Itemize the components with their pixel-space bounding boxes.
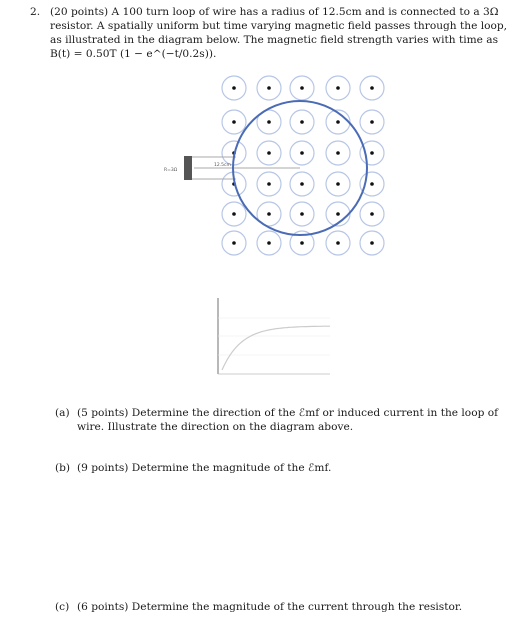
statement-line-1: (20 points) A 100 turn loop of wire has a radius of 12.5cm and is connected to a 3Ω (50, 6, 499, 18)
field-dot (232, 212, 236, 216)
field-dot (300, 212, 304, 216)
field-dot (300, 86, 304, 90)
problem-body (50, 5, 520, 61)
field-dot (300, 120, 304, 124)
field-dot (336, 151, 340, 155)
field-dot (232, 241, 236, 245)
part-a-label: (a) (55, 407, 70, 419)
field-dot (267, 182, 271, 186)
field-dot (370, 86, 374, 90)
field-dot (232, 86, 236, 90)
radius-label: 12.5cm (214, 163, 231, 168)
field-dot (267, 212, 271, 216)
field-dot (336, 120, 340, 124)
part-b-label: (b) (55, 462, 71, 474)
statement-line-3: as illustrated in the diagram below. The magnetic field strength varies with time as (50, 34, 499, 46)
field-dot (267, 241, 271, 245)
resistor-label: R=3Ω (164, 168, 178, 173)
field-vs-time-graph (200, 292, 340, 384)
field-dot (300, 182, 304, 186)
resistor (184, 156, 192, 180)
statement-line-2: resistor. A spatially uniform but time varying magnetic field passes through the loop, (50, 20, 508, 32)
field-dot (267, 120, 271, 124)
field-dot (336, 241, 340, 245)
problem-number: 2. (30, 6, 41, 18)
part-a-line-2: wire. Illustrate the direction on the diagram above. (77, 421, 354, 433)
part-b-line-1: (9 points) Determine the magnitude of the ℰmf. (77, 462, 332, 474)
field-dot (370, 151, 374, 155)
field-dot (300, 241, 304, 245)
field-dot (336, 212, 340, 216)
field-dot (232, 120, 236, 124)
field-dot (336, 182, 340, 186)
statement-line-4: B(t) = 0.50T (1 − e^(−t/0.2s)). (50, 48, 217, 60)
field-dot (267, 151, 271, 155)
field-dot (267, 86, 271, 90)
part-c-label: (c) (55, 601, 70, 613)
field-dot (370, 241, 374, 245)
field-grid (222, 76, 384, 255)
field-dot (370, 120, 374, 124)
part-c-line-1: (6 points) Determine the magnitude of the current through the resistor. (77, 601, 463, 613)
field-dot (370, 182, 374, 186)
field-dot (300, 151, 304, 155)
field-dot (336, 86, 340, 90)
magnetic-field-diagram (160, 72, 400, 272)
field-dot (370, 212, 374, 216)
graph-curve (222, 326, 330, 370)
part-a-line-1: (5 points) Determine the direction of the ℰmf or induced current in the loop of (77, 407, 499, 419)
